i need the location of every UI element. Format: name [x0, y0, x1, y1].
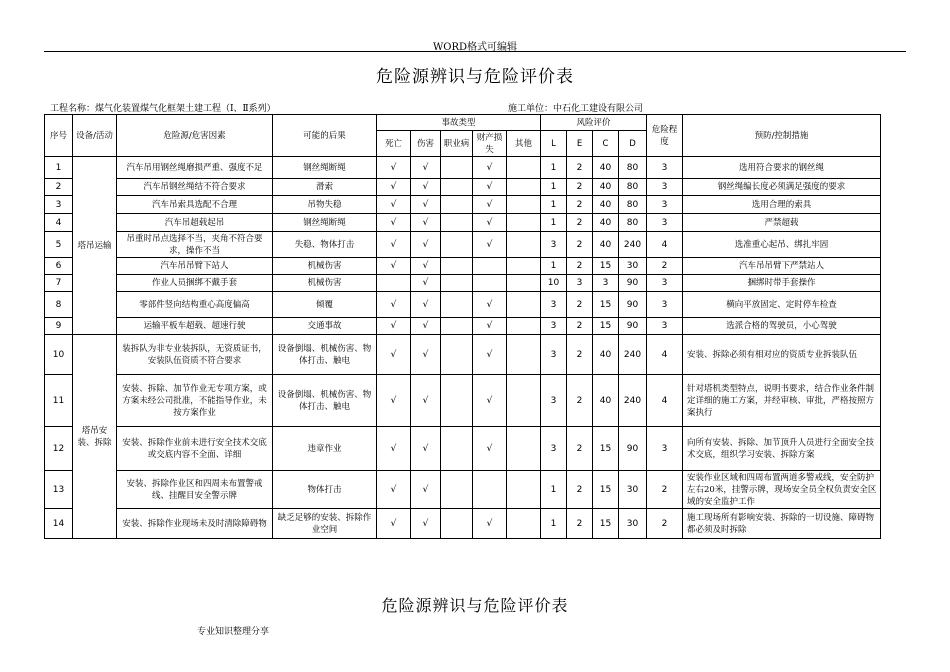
check-cell-occ [441, 258, 473, 275]
risk-C: 40 [593, 214, 619, 232]
risk-L: 1 [541, 471, 567, 509]
consequence-cell: 失稳、物体打击 [273, 232, 377, 258]
check-cell-occ [441, 196, 473, 214]
risk-L: 3 [541, 335, 567, 375]
risk-D: 80 [619, 179, 647, 196]
check-cell-death: √ [377, 196, 411, 214]
check-cell-death: √ [377, 157, 411, 179]
risk-L: 10 [541, 275, 567, 292]
risk-E: 2 [567, 179, 593, 196]
measure-cell: 严禁超载 [683, 214, 881, 232]
risk-C: 40 [593, 179, 619, 196]
check-cell-occ [441, 427, 473, 471]
measure-cell: 横向平放固定、定时停车检查 [683, 292, 881, 318]
risk-L: 3 [541, 375, 567, 427]
table-row [45, 375, 881, 427]
check-cell-death: √ [377, 471, 411, 509]
measure-cell: 选用合理的索具 [683, 196, 881, 214]
header-D: D [619, 131, 647, 157]
row-number: 9 [45, 318, 73, 335]
risk-E: 2 [567, 335, 593, 375]
project-name: 工程名称：煤气化装置煤气化框架土建工程（Ⅰ、Ⅱ系列） [50, 104, 276, 114]
header-consequence: 可能的后果 [273, 115, 377, 157]
check-cell-occ [441, 275, 473, 292]
row-number: 5 [45, 232, 73, 258]
hazard-cell: 零部件竖向结构重心高度偏高 [117, 292, 273, 318]
check-cell-prop [473, 275, 507, 292]
risk-D: 240 [619, 375, 647, 427]
measure-cell: 选派合格的驾驶员，小心驾驶 [683, 318, 881, 335]
check-cell-other [507, 427, 541, 471]
risk-E: 2 [567, 157, 593, 179]
construction-unit: 施工单位：中石化工建设有限公司 [508, 104, 644, 114]
risk-D: 30 [619, 509, 647, 539]
hazard-cell: 安装、拆除作业前未进行安全技术交底或交底内容不全面、详细 [117, 427, 273, 471]
row-number: 7 [45, 275, 73, 292]
risk-L: 1 [541, 214, 567, 232]
check-cell-occ [441, 214, 473, 232]
check-cell-prop: √ [473, 214, 507, 232]
activity-group: 塔吊运输 [73, 157, 117, 335]
check-cell-injury: √ [411, 196, 441, 214]
table-row [45, 427, 881, 471]
check-cell-other [507, 196, 541, 214]
check-cell-other [507, 375, 541, 427]
measure-cell: 钢丝绳编长度必须满足强度的要求 [683, 179, 881, 196]
measure-cell: 向所有安装、拆除、加节顶升人员进行全面安全技术交底，组织学习安装、拆除方案 [683, 427, 881, 471]
row-number: 6 [45, 258, 73, 275]
risk-D: 90 [619, 292, 647, 318]
measure-cell: 选准重心起吊、绑扎牢固 [683, 232, 881, 258]
risk-C: 15 [593, 318, 619, 335]
consequence-cell: 物体打击 [273, 471, 377, 509]
risk-C: 40 [593, 375, 619, 427]
check-cell-other [507, 232, 541, 258]
risk-table-body [45, 157, 881, 539]
risk-level: 2 [647, 509, 683, 539]
risk-L: 3 [541, 427, 567, 471]
check-cell-death [377, 275, 411, 292]
risk-D: 90 [619, 275, 647, 292]
check-cell-prop [473, 471, 507, 509]
risk-level: 3 [647, 427, 683, 471]
risk-level: 3 [647, 157, 683, 179]
hazard-cell: 安装、拆除作业区和四周未布置警戒线、挂醒目安全警示牌 [117, 471, 273, 509]
measure-cell: 安装、拆除必须有相对应的资质专业拆装队伍 [683, 335, 881, 375]
table-row [45, 196, 881, 214]
check-cell-occ [441, 335, 473, 375]
check-cell-death: √ [377, 258, 411, 275]
hazard-cell: 作业人员捆绑不戴手套 [117, 275, 273, 292]
check-cell-injury: √ [411, 318, 441, 335]
hazard-cell: 安装、拆除作业现场未及时清除障碍物 [117, 509, 273, 539]
hazard-cell: 汽车吊用钢丝绳磨损严重、强度不足 [117, 157, 273, 179]
risk-C: 15 [593, 292, 619, 318]
table-row [45, 275, 881, 292]
risk-E: 3 [567, 275, 593, 292]
check-cell-occ [441, 292, 473, 318]
header-hazard: 危险源/危害因素 [117, 115, 273, 157]
risk-E: 2 [567, 427, 593, 471]
check-cell-death: √ [377, 292, 411, 318]
check-cell-prop: √ [473, 318, 507, 335]
check-cell-other [507, 335, 541, 375]
table-row [45, 232, 881, 258]
consequence-cell: 机械伤害 [273, 258, 377, 275]
row-number: 14 [45, 509, 73, 539]
risk-E: 2 [567, 196, 593, 214]
check-cell-injury: √ [411, 427, 441, 471]
header-seq: 序号 [45, 115, 73, 157]
check-cell-injury: √ [411, 509, 441, 539]
page-header-text: WORD格式可编辑 [432, 42, 518, 53]
check-cell-other [507, 157, 541, 179]
activity-group: 塔吊安装、拆除 [73, 335, 117, 539]
risk-L: 1 [541, 196, 567, 214]
check-cell-death: √ [377, 232, 411, 258]
check-cell-prop: √ [473, 427, 507, 471]
row-number: 13 [45, 471, 73, 509]
check-cell-injury: √ [411, 179, 441, 196]
row-number: 1 [45, 157, 73, 179]
risk-L: 1 [541, 157, 567, 179]
header-level: 危险程度 [647, 115, 683, 157]
risk-level: 3 [647, 275, 683, 292]
table-row [45, 335, 881, 375]
check-cell-other [507, 275, 541, 292]
measure-cell: 捆绑时带手套操作 [683, 275, 881, 292]
check-cell-other [507, 471, 541, 509]
risk-E: 2 [567, 509, 593, 539]
check-cell-death: √ [377, 318, 411, 335]
risk-assessment-table [44, 114, 881, 539]
check-cell-prop: √ [473, 509, 507, 539]
risk-E: 2 [567, 471, 593, 509]
consequence-cell: 交通事故 [273, 318, 377, 335]
risk-C: 15 [593, 258, 619, 275]
check-cell-injury: √ [411, 232, 441, 258]
header-activity: 设备/活动 [73, 115, 117, 157]
risk-C: 15 [593, 471, 619, 509]
risk-E: 2 [567, 214, 593, 232]
hazard-cell: 装拆队为非专业装拆队，无资质证书，安装队伍资质不符合要求 [117, 335, 273, 375]
document-title: 危险源辨识与危险评价表 [376, 67, 574, 87]
risk-E: 2 [567, 258, 593, 275]
measure-cell: 汽车吊吊臂下严禁站人 [683, 258, 881, 275]
risk-level: 2 [647, 258, 683, 275]
header-C: C [593, 131, 619, 157]
hazard-cell: 汽车吊超载起吊 [117, 214, 273, 232]
check-cell-injury: √ [411, 214, 441, 232]
header-accident-type: 事故类型 [377, 115, 541, 131]
check-cell-prop: √ [473, 335, 507, 375]
consequence-cell: 滑索 [273, 179, 377, 196]
check-cell-death: √ [377, 214, 411, 232]
risk-D: 30 [619, 471, 647, 509]
check-cell-injury: √ [411, 157, 441, 179]
check-cell-prop: √ [473, 157, 507, 179]
consequence-cell: 违章作业 [273, 427, 377, 471]
risk-D: 90 [619, 318, 647, 335]
risk-D: 80 [619, 196, 647, 214]
row-number: 12 [45, 427, 73, 471]
repeated-title: 危险源辨识与危险评价表 [381, 596, 569, 615]
risk-C: 40 [593, 196, 619, 214]
check-cell-death: √ [377, 335, 411, 375]
measure-cell: 安装作业区域和四周布置两道多警戒线，安全防护左右20米，挂警示牌，现场安全员全权负责安全区域的安全监护工作 [683, 471, 881, 509]
row-number: 3 [45, 196, 73, 214]
row-number: 8 [45, 292, 73, 318]
table-row [45, 157, 881, 179]
risk-C: 15 [593, 427, 619, 471]
risk-E: 2 [567, 375, 593, 427]
risk-D: 80 [619, 214, 647, 232]
check-cell-injury: √ [411, 292, 441, 318]
consequence-cell: 钢丝绳断绳 [273, 157, 377, 179]
header-L: L [541, 131, 567, 157]
check-cell-occ [441, 232, 473, 258]
risk-level: 4 [647, 232, 683, 258]
header-property: 财产损失 [473, 131, 507, 157]
risk-D: 240 [619, 232, 647, 258]
risk-L: 1 [541, 509, 567, 539]
check-cell-death: √ [377, 427, 411, 471]
measure-cell: 选用符合要求的钢丝绳 [683, 157, 881, 179]
table-row [45, 509, 881, 539]
risk-E: 2 [567, 232, 593, 258]
table-row [45, 318, 881, 335]
consequence-cell: 设备倒塌、机械伤害、物体打击、触电 [273, 335, 377, 375]
check-cell-occ [441, 318, 473, 335]
check-cell-prop: √ [473, 292, 507, 318]
check-cell-prop: √ [473, 232, 507, 258]
risk-C: 3 [593, 275, 619, 292]
check-cell-other [507, 258, 541, 275]
row-number: 4 [45, 214, 73, 232]
table-row [45, 471, 881, 509]
check-cell-other [507, 214, 541, 232]
row-number: 10 [45, 335, 73, 375]
header-risk-eval: 风险评价 [541, 115, 647, 131]
risk-level: 3 [647, 318, 683, 335]
consequence-cell: 吊物失稳 [273, 196, 377, 214]
check-cell-occ [441, 157, 473, 179]
check-cell-death: √ [377, 375, 411, 427]
check-cell-prop: √ [473, 375, 507, 427]
check-cell-other [507, 509, 541, 539]
risk-C: 15 [593, 509, 619, 539]
header-measures: 预防/控制措施 [683, 115, 881, 157]
header-E: E [567, 131, 593, 157]
risk-D: 240 [619, 335, 647, 375]
check-cell-occ [441, 471, 473, 509]
table-row [45, 258, 881, 275]
measure-cell: 施工现场所有影响安装、拆除的一切设施、障碍物都必须及时拆除 [683, 509, 881, 539]
header-other: 其他 [507, 131, 541, 157]
risk-L: 1 [541, 258, 567, 275]
risk-level: 3 [647, 214, 683, 232]
risk-level: 4 [647, 335, 683, 375]
table-row [45, 214, 881, 232]
table-row [45, 292, 881, 318]
consequence-cell: 钢丝绳断绳 [273, 214, 377, 232]
header-occupational: 职业病 [441, 131, 473, 157]
hazard-cell: 安装、拆除、加节作业无专项方案，或方案未经公司批准，不能指导作业，未按方案作业 [117, 375, 273, 427]
check-cell-injury: √ [411, 471, 441, 509]
check-cell-prop [473, 258, 507, 275]
check-cell-injury: √ [411, 275, 441, 292]
check-cell-other [507, 179, 541, 196]
consequence-cell: 设备倒塌、机械伤害、物体打击、触电 [273, 375, 377, 427]
risk-level: 3 [647, 179, 683, 196]
check-cell-occ [441, 509, 473, 539]
risk-C: 40 [593, 232, 619, 258]
risk-C: 40 [593, 335, 619, 375]
header-divider [44, 51, 906, 52]
header-death: 死亡 [377, 131, 411, 157]
risk-D: 90 [619, 427, 647, 471]
risk-level: 2 [647, 471, 683, 509]
hazard-cell: 运输平板车超载、超速行驶 [117, 318, 273, 335]
risk-L: 3 [541, 292, 567, 318]
check-cell-injury: √ [411, 335, 441, 375]
risk-level: 3 [647, 292, 683, 318]
check-cell-occ [441, 179, 473, 196]
consequence-cell: 机械伤害 [273, 275, 377, 292]
check-cell-other [507, 318, 541, 335]
hazard-cell: 汽车吊钢丝绳结不符合要求 [117, 179, 273, 196]
check-cell-injury: √ [411, 258, 441, 275]
check-cell-other [507, 292, 541, 318]
check-cell-prop: √ [473, 196, 507, 214]
table-row [45, 179, 881, 196]
header-injury: 伤害 [411, 131, 441, 157]
hazard-cell: 汽车吊索具选配不合理 [117, 196, 273, 214]
consequence-cell: 倾覆 [273, 292, 377, 318]
risk-L: 1 [541, 179, 567, 196]
risk-L: 3 [541, 318, 567, 335]
row-number: 11 [45, 375, 73, 427]
check-cell-occ [441, 375, 473, 427]
check-cell-death: √ [377, 179, 411, 196]
risk-E: 2 [567, 318, 593, 335]
risk-level: 4 [647, 375, 683, 427]
risk-D: 30 [619, 258, 647, 275]
measure-cell: 针对塔机类型特点，说明书要求，结合作业条件制定详细的施工方案，并经审核、审批，严格按照方案执行 [683, 375, 881, 427]
risk-E: 2 [567, 292, 593, 318]
consequence-cell: 缺乏足够的安装、拆除作业空间 [273, 509, 377, 539]
risk-L: 3 [541, 232, 567, 258]
risk-C: 40 [593, 157, 619, 179]
check-cell-death: √ [377, 509, 411, 539]
hazard-cell: 汽车吊吊臂下站人 [117, 258, 273, 275]
hazard-cell: 吊重时吊点选择不当，夹角不符合要求，操作不当 [117, 232, 273, 258]
check-cell-injury: √ [411, 375, 441, 427]
risk-level: 3 [647, 196, 683, 214]
risk-D: 80 [619, 157, 647, 179]
row-number: 2 [45, 179, 73, 196]
check-cell-prop: √ [473, 179, 507, 196]
footer-note: 专业知识整理分享 [197, 627, 270, 637]
